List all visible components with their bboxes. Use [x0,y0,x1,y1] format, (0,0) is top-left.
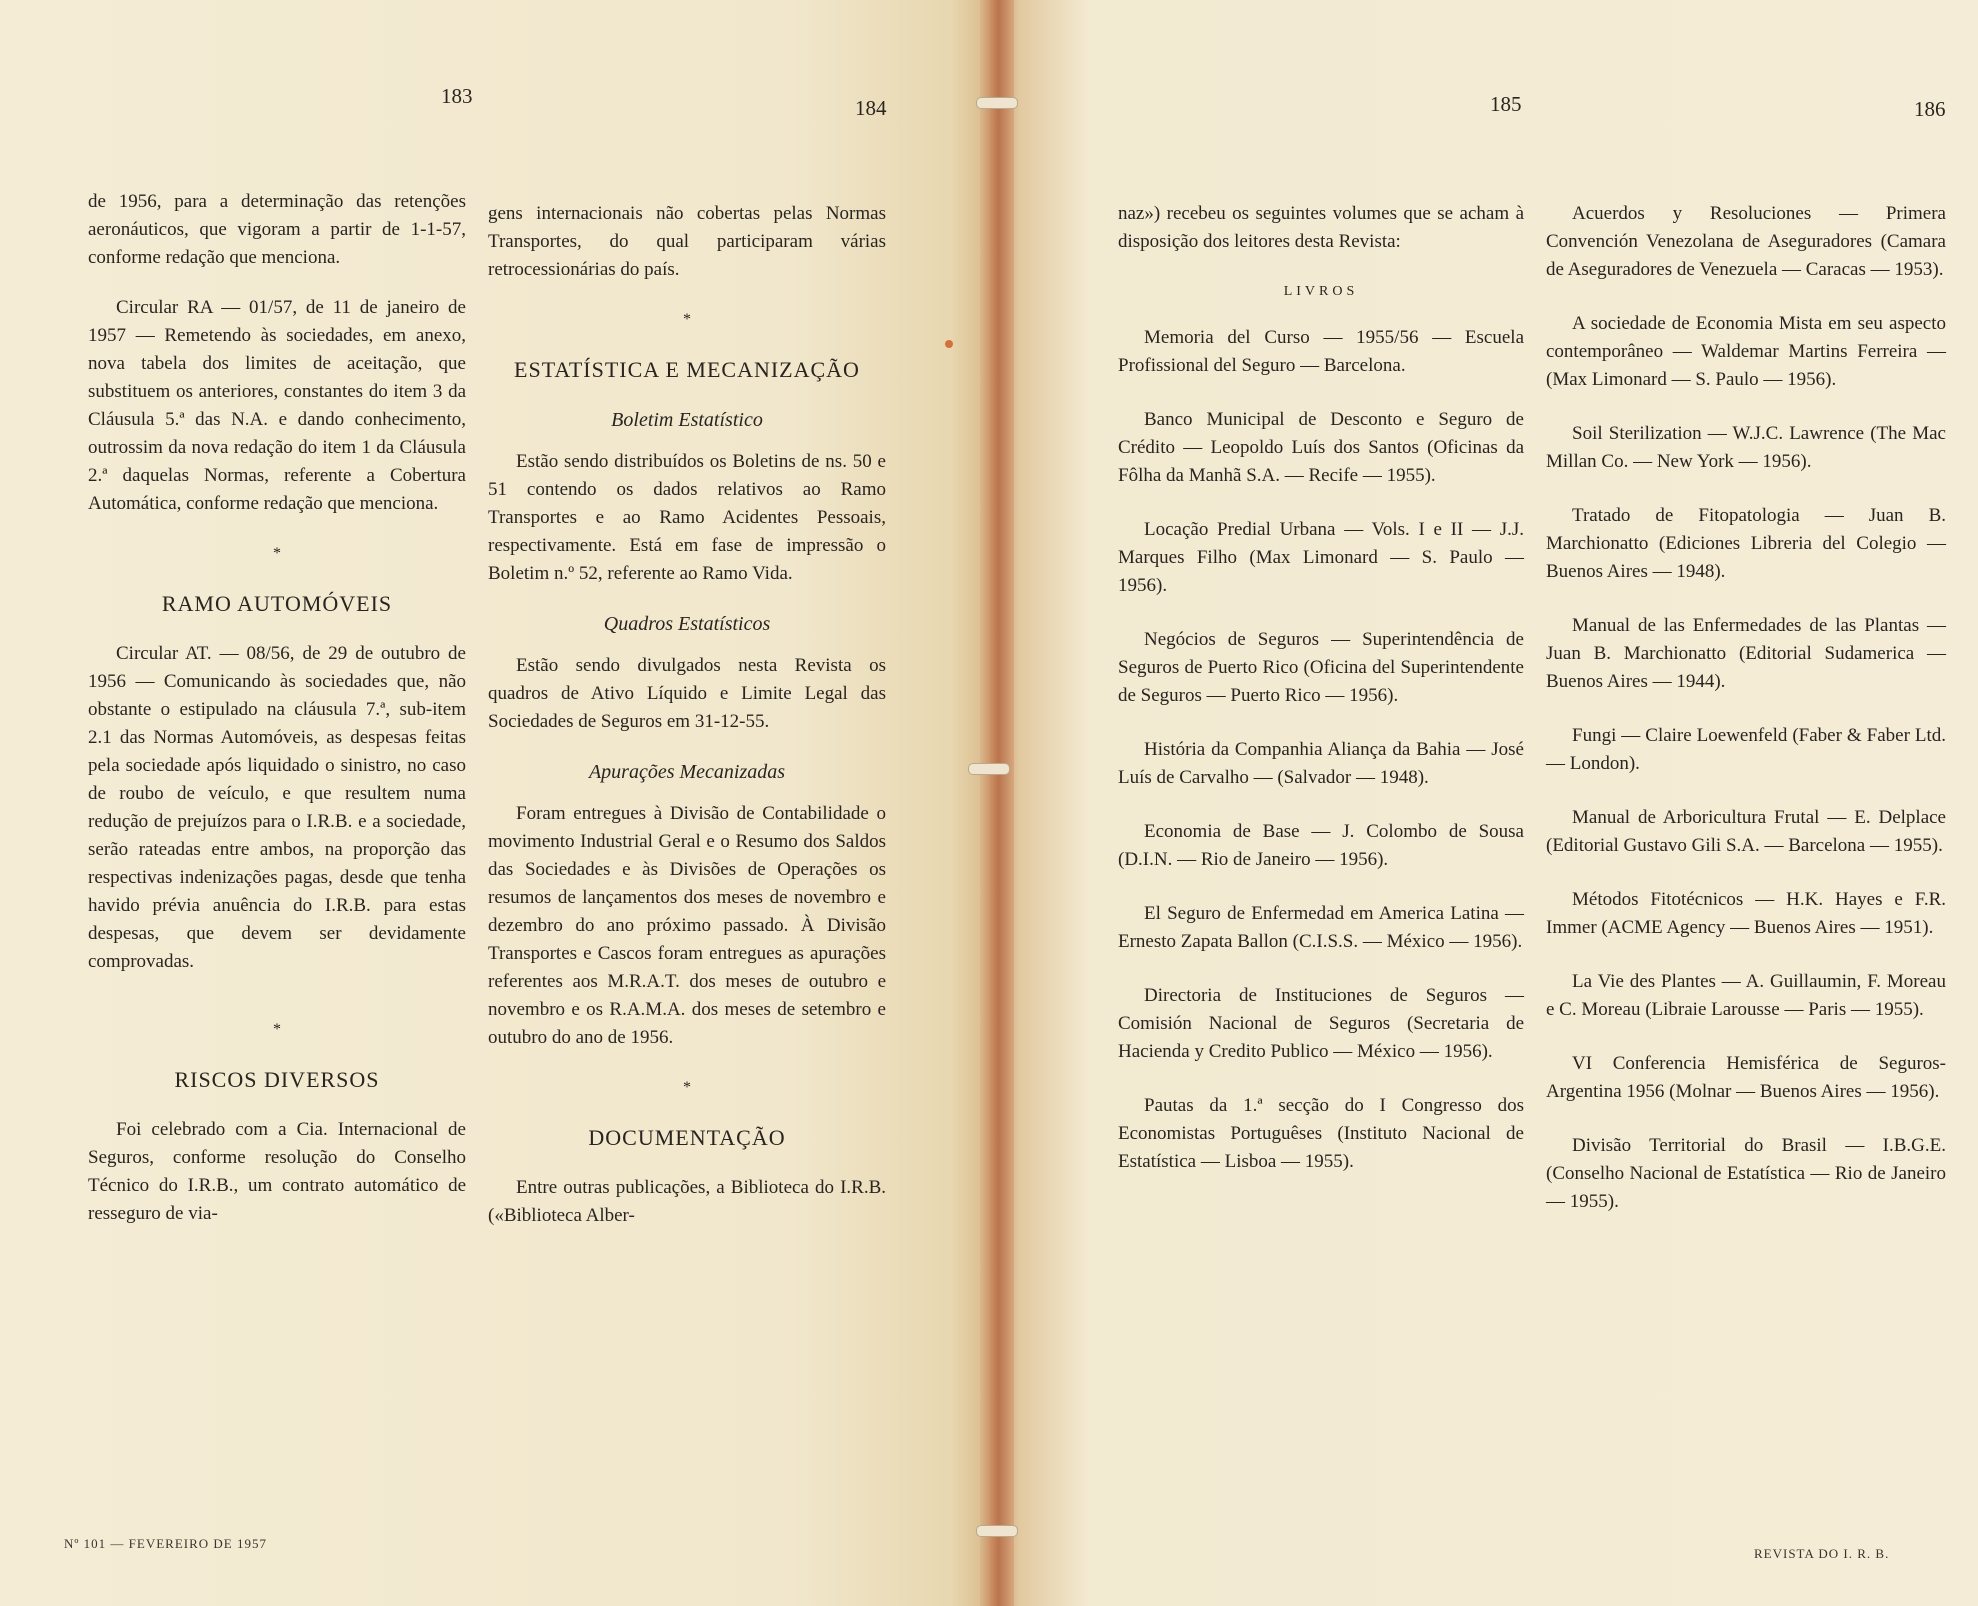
book-entry: Métodos Fitotécnicos — H.K. Hayes e F.R. Immer (ACME Agency — Buenos Aires — 1951). [1546,889,1946,938]
subheading: Apurações Mecanizadas [588,761,786,783]
paragraph: Circular AT. — 08/56, de 29 de outubro de 1956 — Comunicando às sociedades que, não obstante o estipulado na cláusula 7.ª, sub-item 2.1 das Normas Automóveis, as despesas feitas pela sociedade após liquidado o sinistro, no caso de roubo de veículo, e que resultem numa redução de prejuízos para o I.R.B. e a sociedade, serão rateadas entre ambos, na proporção das respectivas indenizações pagas, desde que tenha havido prévia anuência do I.R.B. para estas despesas, que devem ser devidamente comprovadas. [88,643,466,972]
column-page-183 [88,188,466,1250]
book-entry: El Seguro de Enfermedad em America Latina — Ernesto Zapata Ballon (C.I.S.S. — México — 1956). [1118,903,1524,952]
paragraph: gens internacionais não cobertas pelas Normas Transportes, do qual participaram várias retrocessionárias do país. [488,203,886,280]
section-separator: * [683,311,691,328]
section-separator: * [273,1021,281,1038]
binding-stitch [976,97,1018,109]
binding-stitch [976,1525,1018,1537]
book-entry: Banco Municipal de Desconto e Seguro de Crédito — Leopoldo Luís dos Santos (Oficinas da Fôlha da Manhã S.A. — Recife — 1955). [1118,409,1524,486]
ink-mark [945,340,953,348]
subheading: Boletim Estatístico [611,409,763,431]
book-gutter [980,0,1014,1606]
book-entry: A sociedade de Economia Mista em seu aspecto contemporâneo — Waldemar Martins Ferreira — (Max Limonard — S. Paulo — 1956). [1546,313,1946,390]
footer-journal: REVISTA DO I. R. B. [1754,1546,1890,1561]
page-number-185: 185 [1490,92,1522,116]
book-entry: Soil Sterilization — W.J.C. Lawrence (The Mac Millan Co. — New York — 1956). [1546,423,1946,472]
book-entry: Manual de las Enfermedades de las Plantas — Juan B. Marchionatto (Editorial Sudamerica — Buenos Aires — 1944). [1546,615,1946,692]
page-number-184: 184 [855,96,887,120]
book-entry: Memoria del Curso — 1955/56 — Escuela Profissional del Seguro — Barcelona. [1118,327,1524,376]
paragraph: Foi celebrado com a Cia. Internacional de Seguros, conforme resolução do Conselho Técnico do I.R.B., um contrato automático de resseguro de via- [88,1119,466,1224]
subheading: Quadros Estatísticos [603,613,771,635]
binding-stitch [968,763,1010,775]
book-entry: Tratado de Fitopatologia — Juan B. Marchionatto (Ediciones Libreria del Colegio — Buenos Aires — 1948). [1546,505,1946,582]
book-entry: La Vie des Plantes — A. Guillaumin, F. Moreau e C. Moreau (Libraie Larousse — Paris — 1955). [1546,971,1946,1020]
paragraph: Entre outras publicações, a Biblioteca do I.R.B. («Biblioteca Alber- [488,1177,886,1226]
section-heading: RAMO AUTOMÓVEIS [161,591,393,616]
paragraph: Circular RA — 01/57, de 11 de janeiro de 1957 — Remetendo às sociedades, em anexo, nova tabela dos limites de aceitação, que substituem os anteriores, constantes do item 3 da Cláusula 5.ª das N.A. e dando conhecimento, outrossim da nova redação do item 1 da Cláusula 2.ª daquelas Normas, referente a Cobertura Automática, conforme redação que menciona. [88,297,466,514]
book-entry: VI Conferencia Hemisférica de Seguros-Argentina 1956 (Molnar — Buenos Aires — 1956). [1546,1053,1946,1102]
book-entry: Locação Predial Urbana — Vols. I e II — J.J. Marques Filho (Max Limonard — S. Paulo — 1956). [1118,519,1524,596]
column-page-186 [1546,200,1946,1242]
book-entry: Divisão Territorial do Brasil — I.B.G.E. (Conselho Nacional de Estatística — Rio de Janeiro — 1955). [1546,1135,1946,1212]
page-number-183: 183 [441,84,473,108]
paragraph: Estão sendo distribuídos os Boletins de ns. 50 e 51 contendo os dados relativos ao Ramo Transportes e ao Ramo Acidentes Pessoais, respectivamente. Está em fase de impressão o Boletim n.º 52, referente ao Ramo Vida. [488,451,886,584]
footer-issue: Nº 101 — FEVEREIRO DE 1957 [64,1536,267,1551]
section-heading: DOCUMENTAÇÃO [588,1125,786,1150]
book-entry: Economia de Base — J. Colombo de Sousa (D.I.N. — Rio de Janeiro — 1956). [1118,821,1524,870]
book-entry: Directoria de Instituciones de Seguros — Comisión Nacional de Seguros (Secretaria de Hacienda y Credito Publico — México — 1956). [1118,985,1524,1062]
section-heading: RISCOS DIVERSOS [174,1067,380,1092]
book-entry: Pautas da 1.ª secção do I Congresso dos Economistas Portuguêses (Instituto Nacional de Estatística — Lisboa — 1955). [1118,1095,1524,1172]
column-page-184 [488,200,886,1252]
page-number-186: 186 [1914,97,1946,121]
paragraph: de 1956, para a determinação das retenções aeronáuticos, que vigoram a partir de 1-1-57, conforme redação que menciona. [88,191,466,268]
book-entry: Negócios de Seguros — Superintendência de Seguros de Puerto Rico (Oficina del Superintendente de Seguros — Puerto Rico — 1956). [1118,629,1524,706]
column-page-185 [1118,200,1524,1202]
book-entry: Fungi — Claire Loewenfeld (Faber & Faber Ltd. — London). [1546,725,1946,774]
book-entry: Acuerdos y Resoluciones — Primera Convención Venezolana de Aseguradores (Camara de Aseguradores de Venezuela — Caracas — 1953). [1546,203,1946,280]
section-separator: * [273,545,281,562]
paragraph: Estão sendo divulgados nesta Revista os quadros de Ativo Líquido e Limite Legal das Sociedades de Seguros em 31-12-55. [488,655,886,732]
section-label: LIVROS [1283,284,1359,299]
paragraph: Foram entregues à Divisão de Contabilidade o movimento Industrial Geral e o Resumo dos Saldos das Sociedades e às Divisões de Operações os resumos de lançamentos dos meses de novembro e dezembro do ano próximo passado. À Divisão Transportes e Cascos foram entregues as apurações referentes aos M.R.A.T. dos meses de outubro e novembro e os R.A.M.A. dos meses de setembro e outubro do ano de 1956. [488,803,886,1048]
section-heading: ESTATÍSTICA E MECANIZAÇÃO [514,357,860,382]
section-separator: * [683,1079,691,1096]
book-entry: História da Companhia Aliança da Bahia — José Luís de Carvalho — (Salvador — 1948). [1118,739,1524,788]
paragraph: naz») recebeu os seguintes volumes que se acham à disposição dos leitores desta Revista: [1118,203,1524,252]
book-entry: Manual de Arboricultura Frutal — E. Delplace (Editorial Gustavo Gili S.A. — Barcelona — 1955). [1546,807,1946,856]
